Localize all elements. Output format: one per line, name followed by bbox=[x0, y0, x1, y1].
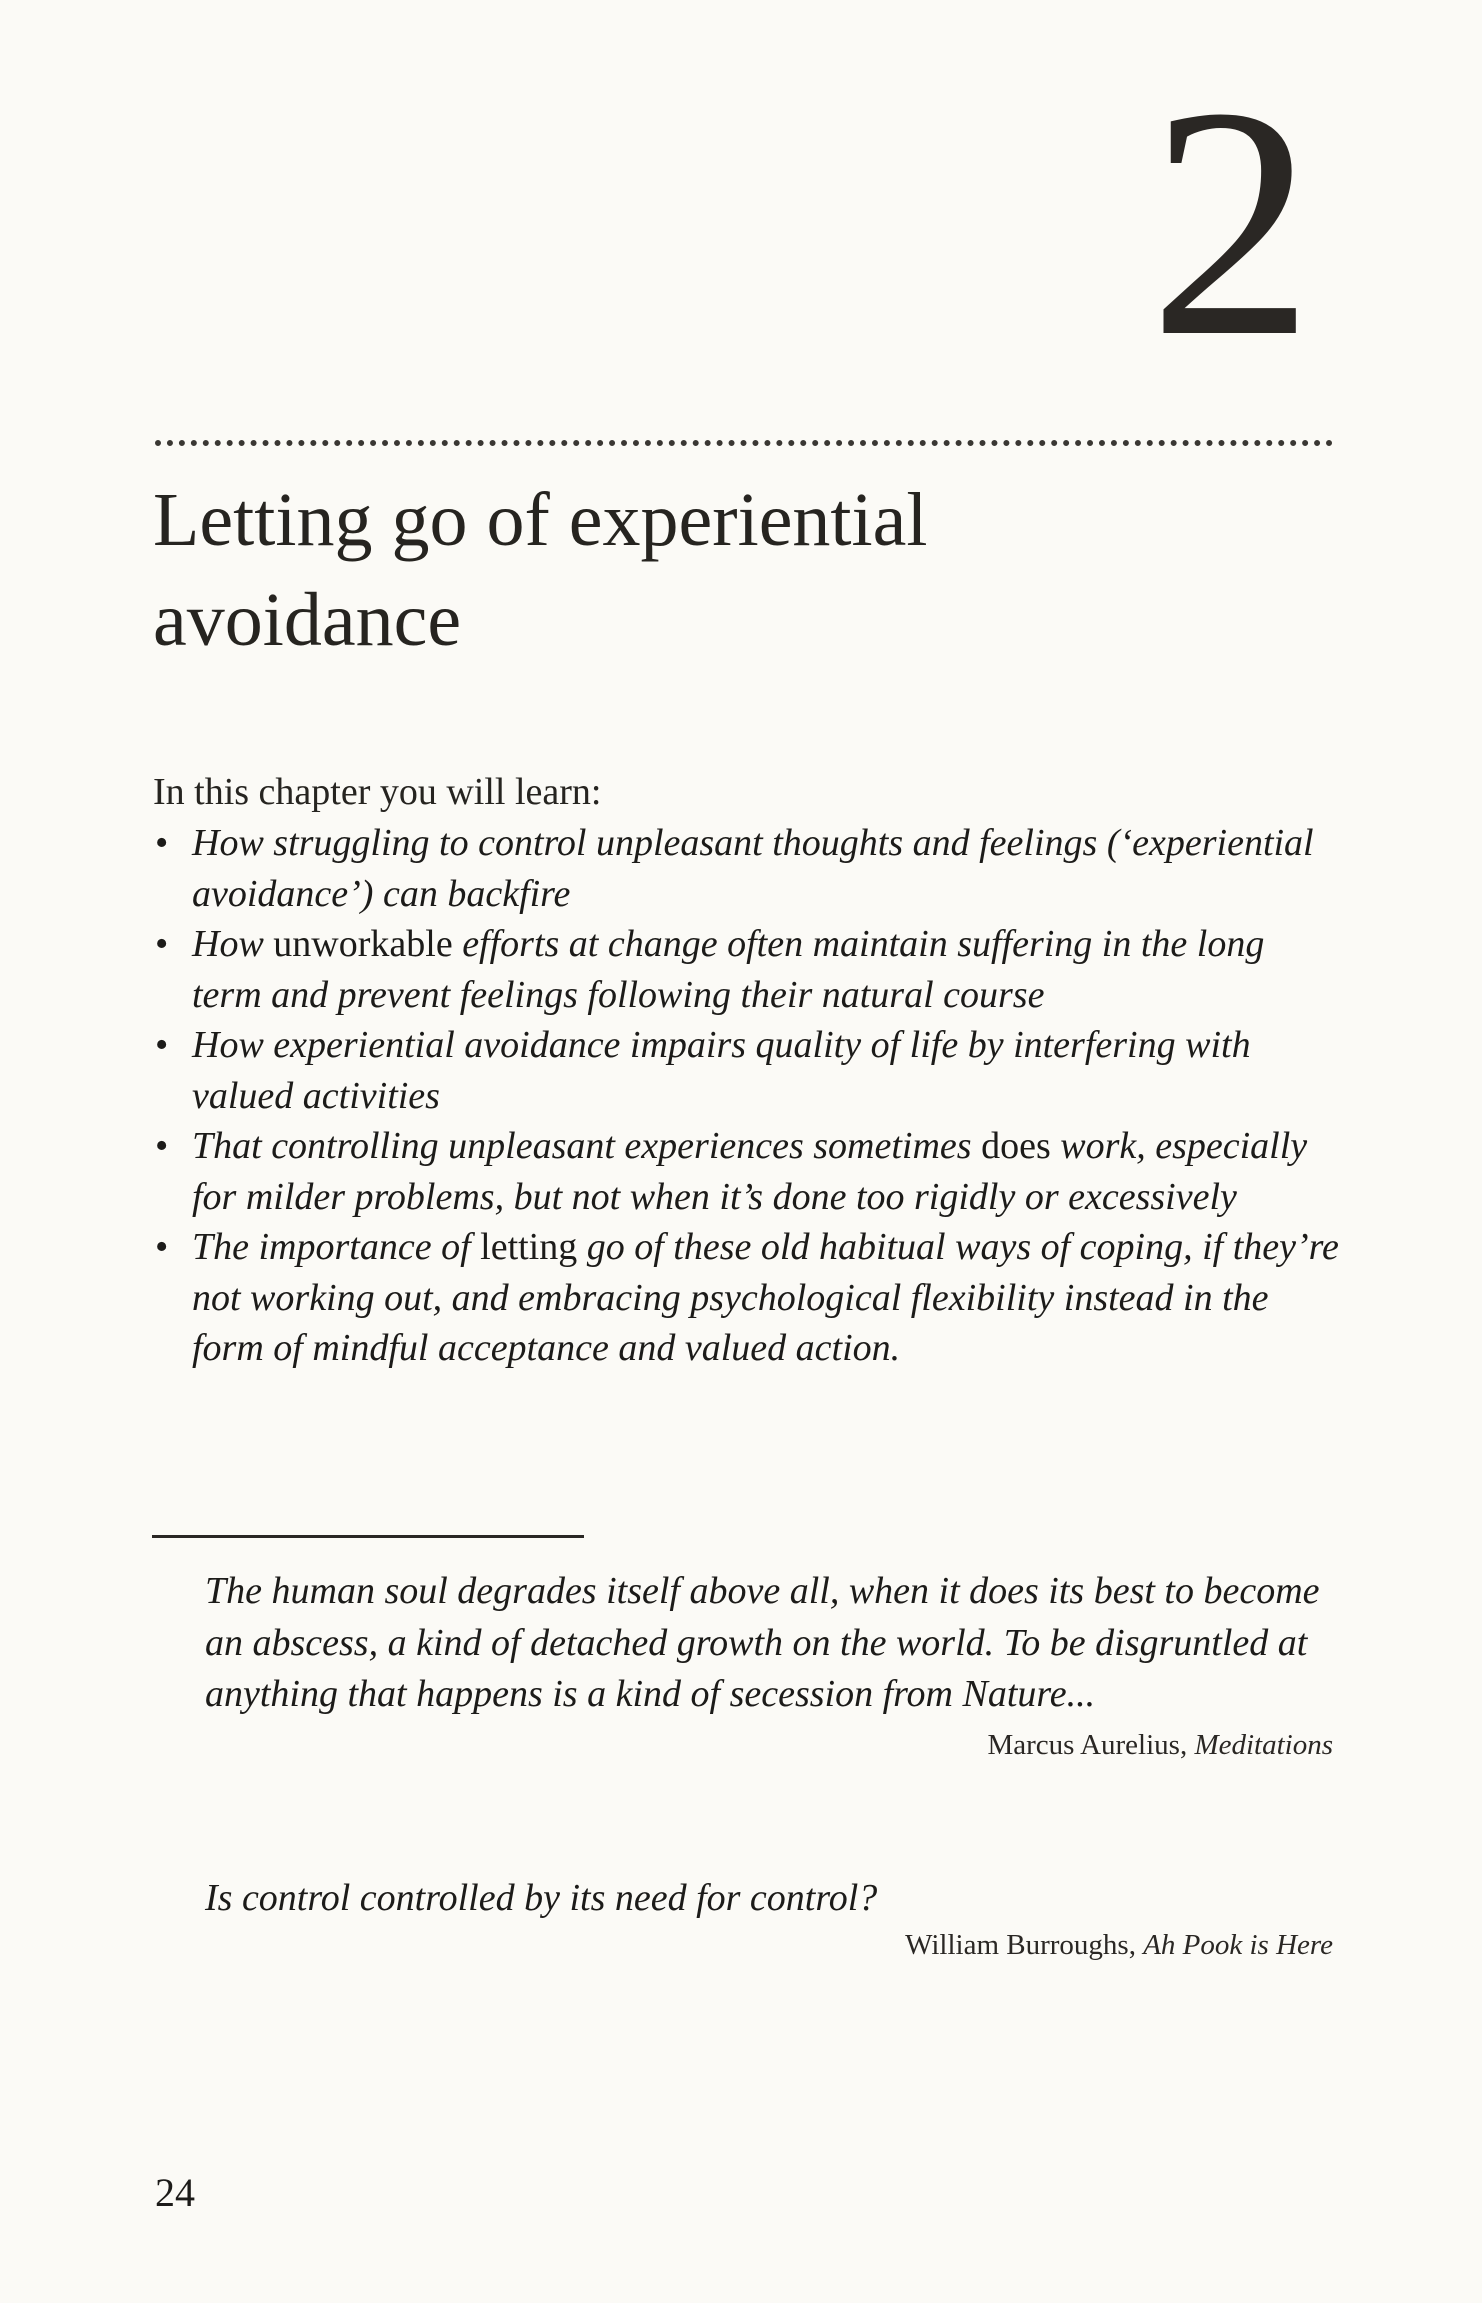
learning-objectives-list bbox=[153, 818, 1343, 1374]
chapter-intro: In this chapter you will learn: bbox=[153, 771, 602, 813]
epigraph-aurelius bbox=[205, 1566, 1333, 1763]
objective-text-roman: letting bbox=[480, 1226, 578, 1268]
list-item bbox=[153, 1121, 1343, 1222]
objective-text: The importance of bbox=[192, 1226, 481, 1268]
epigraph-author: William Burroughs, bbox=[905, 1928, 1144, 1961]
bullet-icon: • bbox=[155, 1226, 169, 1268]
list-item bbox=[153, 1222, 1343, 1374]
bullet-icon: • bbox=[155, 822, 169, 864]
objective-text: efforts at change often maintain suffering in the long term and prevent feelings following their natural course bbox=[192, 923, 1265, 1016]
objective-text: work, especially for milder problems, but not when it’s done too rigidly or excessively bbox=[192, 1125, 1308, 1218]
objective-text: go of these old habitual ways of coping, if they’re not working out, and embracing psychological flexibility instead in the form of mindful acceptance and valued action. bbox=[192, 1226, 1339, 1369]
dotted-divider bbox=[155, 440, 1333, 446]
epigraph-work: Meditations bbox=[1194, 1728, 1333, 1761]
bullet-icon: • bbox=[155, 1024, 169, 1066]
bullet-icon: • bbox=[155, 1125, 169, 1167]
chapter-title-line-2: avoidance bbox=[153, 578, 462, 662]
epigraph-work: Ah Pook is Here bbox=[1143, 1928, 1333, 1961]
list-item bbox=[153, 1020, 1343, 1121]
list-item bbox=[153, 818, 1343, 919]
objective-text: That controlling unpleasant experiences sometimes bbox=[192, 1125, 982, 1167]
objective-text-roman: unworkable bbox=[273, 923, 453, 965]
page-number: 24 bbox=[155, 2170, 195, 2215]
section-divider bbox=[152, 1535, 584, 1538]
bullet-icon: • bbox=[155, 923, 169, 965]
chapter-title bbox=[153, 470, 1253, 670]
objective-text: How bbox=[192, 923, 274, 965]
epigraph-quote: The human soul degrades itself above all, when it does its best to become an abscess, a kind of detached growth on the world. To be disgruntled at anything that happens is a kind of secession from Nature... bbox=[205, 1570, 1320, 1715]
epigraph-author: Marcus Aurelius, bbox=[987, 1728, 1195, 1761]
objective-text-roman: does bbox=[981, 1125, 1051, 1167]
epigraph-attribution bbox=[205, 1927, 1333, 1963]
list-item bbox=[153, 919, 1343, 1020]
chapter-number: 2 bbox=[1149, 40, 1314, 405]
epigraph-quote: Is control controlled by its need for control? bbox=[205, 1877, 878, 1919]
objective-text: How struggling to control unpleasant thoughts and feelings (‘experiential avoidance’) can backfire bbox=[192, 822, 1314, 915]
epigraph-burroughs bbox=[205, 1873, 1333, 1963]
epigraph-attribution bbox=[205, 1727, 1333, 1763]
objective-text: How experiential avoidance impairs quality of life by interfering with valued activities bbox=[192, 1024, 1251, 1117]
chapter-title-line-1: Letting go of experiential bbox=[153, 478, 928, 562]
